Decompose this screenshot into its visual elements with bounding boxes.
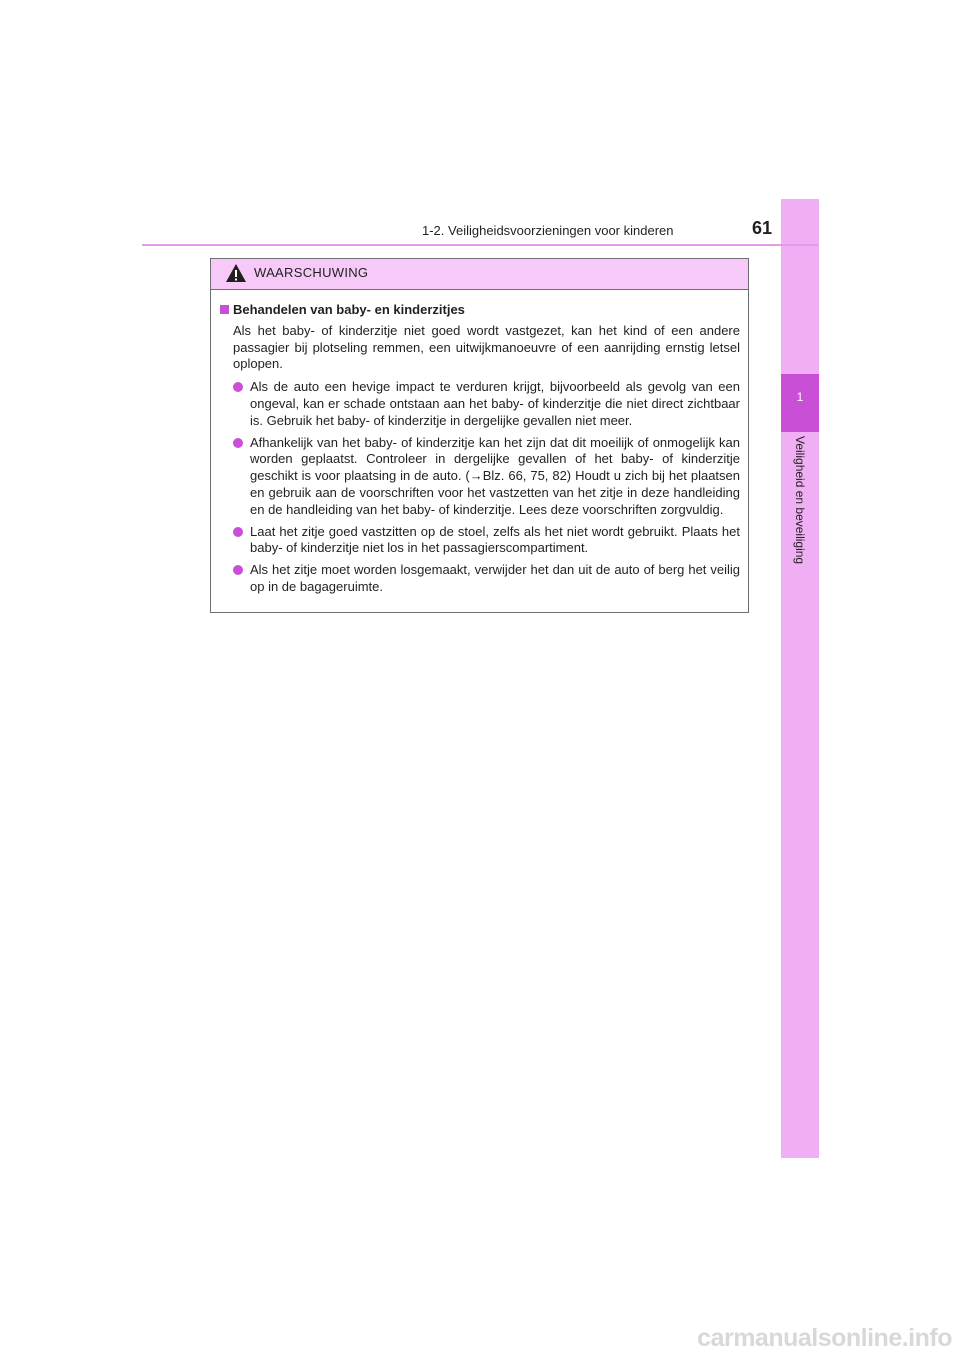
- circle-bullet-icon: [233, 527, 243, 537]
- chapter-tab[interactable]: [781, 374, 819, 432]
- footer-watermark: [697, 1318, 960, 1358]
- chapter-label: Veiligheid en beveiliging: [793, 436, 807, 565]
- warning-title: WAARSCHUWING: [254, 265, 369, 280]
- warning-intro: Als het baby- of kinderzitje niet goed wordt vastgezet, kan het kind of een andere passagier bij plotseling remmen, een uitwijkmanoeuvre of een aanrijding ernstig letsel oplopen.: [233, 322, 740, 372]
- circle-bullet-icon: [233, 565, 243, 575]
- warning-triangle-icon: [225, 263, 247, 283]
- list-item: [233, 524, 740, 558]
- circle-bullet-icon: [233, 382, 243, 392]
- bullet-text: Als het zitje moet worden losgemaakt, verwijder het dan uit de auto of berg het veilig op in de bagageruimte.: [250, 562, 740, 594]
- watermark-text: carmanualsonline.info: [697, 1324, 952, 1352]
- warning-heading-text: Behandelen van baby- en kinderzitjes: [233, 302, 465, 317]
- warning-heading: [219, 302, 740, 319]
- chapter-number: 1: [796, 390, 804, 404]
- warning-box: [210, 258, 749, 613]
- section-title: 1-2. Veiligheidsvoorzieningen voor kinderen: [422, 223, 674, 238]
- warning-header: [211, 259, 748, 290]
- bullet-text: Laat het zitje goed vastzitten op de stoel, zelfs als het niet wordt gebruikt. Plaats het baby- of kinderzitje niet los in het passagierscompartiment.: [250, 523, 740, 556]
- page-number: 61: [751, 218, 772, 238]
- list-item: [233, 379, 740, 429]
- square-bullet-icon: [220, 305, 229, 314]
- warning-body: [211, 290, 748, 596]
- warning-bullet-list: [233, 379, 740, 596]
- bullet-text: Afhankelijk van het baby- of kinderzitje kan het zijn dat dit moeilijk of onmogelijk kan worden geplaatst. Controleer in dergelijke gevallen of het baby- of kinderzitje geschikt is voor plaatsing in de auto. (→Blz. 66, 75, 82) Houdt u zich bij het plaatsen en gebruik aan de voorschriften voor het vastzetten van het zitje in deze handleiding en de handleiding van het baby- of kinderzitje. Lees deze voorschriften zorgvuldig.: [250, 434, 740, 517]
- side-tab: [781, 199, 819, 1158]
- circle-bullet-icon: [233, 438, 243, 448]
- list-item: [233, 562, 740, 596]
- header-rule: [142, 244, 818, 246]
- list-item: [233, 435, 740, 519]
- bullet-text: Als de auto een hevige impact te verduren krijgt, bijvoorbeeld als gevolg van een ongeval, kan er schade ontstaan aan het baby- of kinderzitje die niet direct zichtbaar is. Gebruik het baby- of kinderzitje in dergelijke gevallen niet meer.: [250, 379, 740, 428]
